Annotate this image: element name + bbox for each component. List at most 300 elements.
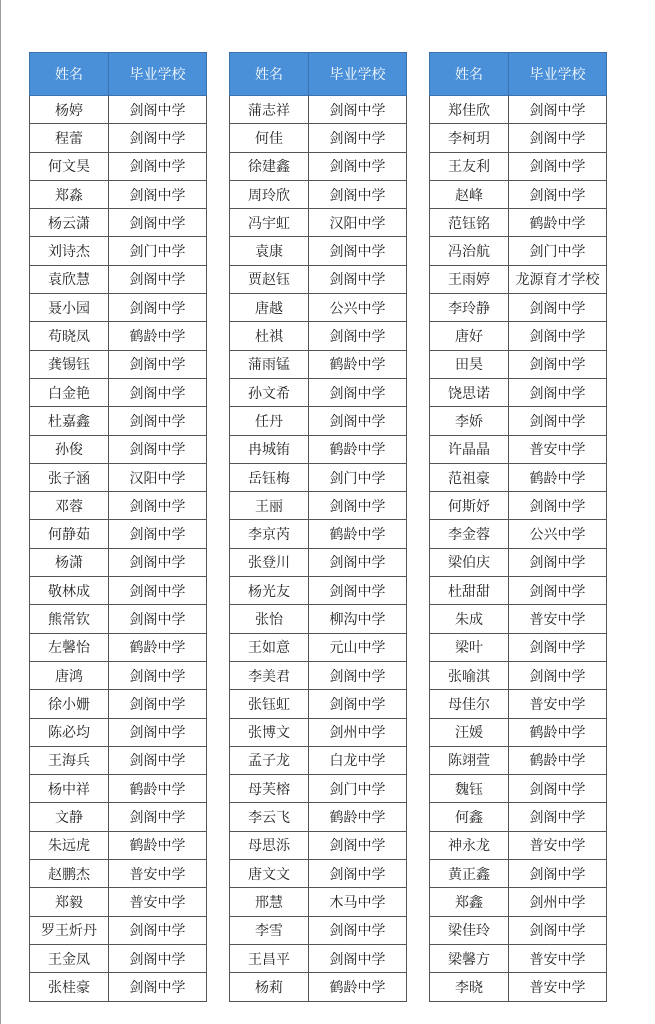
table-row: [430, 860, 607, 888]
school-cell: 剑州中学: [509, 888, 607, 916]
school-cell: 鹤龄中学: [509, 746, 607, 774]
student-name-cell: 邓蓉: [30, 492, 109, 520]
table-row: [30, 633, 207, 661]
school-cell: 鹤龄中学: [509, 209, 607, 237]
school-cell: 鹤龄中学: [309, 435, 407, 463]
school-cell: 公兴中学: [509, 520, 607, 548]
student-name-cell: 冯宇虹: [230, 209, 309, 237]
table-row: [430, 803, 607, 831]
table-row: [230, 378, 407, 406]
table-row: [230, 463, 407, 491]
school-cell: 剑阁中学: [109, 152, 207, 180]
school-cell: 剑阁中学: [509, 407, 607, 435]
student-name-cell: 杜甜甜: [430, 577, 509, 605]
student-name-cell: 孙俊: [30, 435, 109, 463]
school-cell: 剑阁中学: [109, 350, 207, 378]
school-cell: 剑阁中学: [309, 96, 407, 124]
school-cell: 剑阁中学: [309, 577, 407, 605]
table-row: [230, 294, 407, 322]
school-cell: 剑阁中学: [109, 520, 207, 548]
student-name-cell: 蒲志祥: [230, 96, 309, 124]
table-row: [30, 577, 207, 605]
table-row: [230, 577, 407, 605]
table-row: [30, 350, 207, 378]
school-cell: 公兴中学: [309, 294, 407, 322]
student-name-cell: 蒲雨锰: [230, 350, 309, 378]
student-name-cell: 刘诗杰: [30, 237, 109, 265]
table-row: [230, 916, 407, 944]
roster-table-3: [429, 52, 607, 1002]
header-row: [230, 53, 407, 96]
table-row: [30, 378, 207, 406]
student-name-cell: 袁欣慧: [30, 265, 109, 293]
school-cell: 剑阁中学: [509, 180, 607, 208]
student-name-cell: 饶思诺: [430, 378, 509, 406]
roster-table-1: [29, 52, 207, 1002]
school-cell: 鹤龄中学: [309, 973, 407, 1001]
school-cell: 剑阁中学: [509, 775, 607, 803]
student-name-cell: 郑鑫: [430, 888, 509, 916]
student-name-cell: 王友利: [430, 152, 509, 180]
table-row: [30, 690, 207, 718]
school-cell: 元山中学: [309, 633, 407, 661]
student-name-cell: 任丹: [230, 407, 309, 435]
school-cell: 鹤龄中学: [309, 803, 407, 831]
school-cell: 剑门中学: [309, 775, 407, 803]
student-name-cell: 梁佳玲: [430, 916, 509, 944]
table-row: [430, 96, 607, 124]
table-row: [430, 775, 607, 803]
table-row: [430, 548, 607, 576]
student-name-cell: 张子涵: [30, 463, 109, 491]
student-name-cell: 孟子龙: [230, 746, 309, 774]
school-cell: 剑阁中学: [109, 209, 207, 237]
school-cell: 龙源育才学校: [509, 265, 607, 293]
student-name-cell: 徐小姗: [30, 690, 109, 718]
student-name-cell: 张博文: [230, 718, 309, 746]
school-cell: 剑阁中学: [309, 860, 407, 888]
school-cell: 普安中学: [509, 605, 607, 633]
student-name-cell: 杜祺: [230, 322, 309, 350]
student-name-cell: 神永龙: [430, 831, 509, 859]
table-row: [230, 775, 407, 803]
table-row: [30, 746, 207, 774]
table-row: [430, 492, 607, 520]
school-cell: 鹤龄中学: [509, 718, 607, 746]
student-name-cell: 张桂豪: [30, 973, 109, 1001]
student-name-cell: 赵峰: [430, 180, 509, 208]
school-cell: 剑阁中学: [309, 831, 407, 859]
school-cell: 剑阁中学: [109, 96, 207, 124]
student-name-cell: 李美君: [230, 661, 309, 689]
student-name-cell: 黄正鑫: [430, 860, 509, 888]
student-name-cell: 左馨怡: [30, 633, 109, 661]
table-row: [230, 350, 407, 378]
student-name-cell: 何佳: [230, 124, 309, 152]
school-cell: 剑门中学: [309, 463, 407, 491]
school-cell: 剑阁中学: [309, 916, 407, 944]
table-row: [430, 973, 607, 1001]
student-name-cell: 程蕾: [30, 124, 109, 152]
school-cell: 剑阁中学: [509, 96, 607, 124]
school-cell: 剑阁中学: [509, 633, 607, 661]
school-cell: 汉阳中学: [309, 209, 407, 237]
table-row: [30, 973, 207, 1001]
school-cell: 剑阁中学: [109, 407, 207, 435]
student-name-cell: 文静: [30, 803, 109, 831]
student-name-cell: 李云飞: [230, 803, 309, 831]
table-row: [30, 265, 207, 293]
table-row: [230, 605, 407, 633]
table-row: [430, 520, 607, 548]
table-row: [30, 124, 207, 152]
student-name-cell: 冉城铕: [230, 435, 309, 463]
header-school: 毕业学校: [109, 53, 207, 96]
school-cell: 剑阁中学: [509, 661, 607, 689]
table-row: [30, 180, 207, 208]
student-name-cell: 郑毅: [30, 888, 109, 916]
table-row: [430, 124, 607, 152]
table-row: [430, 209, 607, 237]
student-name-cell: 何鑫: [430, 803, 509, 831]
table-row: [30, 775, 207, 803]
school-cell: 鹤龄中学: [109, 831, 207, 859]
table-row: [230, 96, 407, 124]
table-row: [430, 180, 607, 208]
student-name-cell: 李晓: [430, 973, 509, 1001]
student-name-cell: 梁叶: [430, 633, 509, 661]
table-row: [430, 831, 607, 859]
table-row: [230, 237, 407, 265]
table-row: [230, 831, 407, 859]
school-cell: 剑阁中学: [109, 492, 207, 520]
school-cell: 剑阁中学: [309, 661, 407, 689]
school-cell: 剑阁中学: [109, 577, 207, 605]
school-cell: 剑阁中学: [309, 378, 407, 406]
header-name: 姓名: [30, 53, 109, 96]
school-cell: 剑阁中学: [109, 718, 207, 746]
student-name-cell: 熊常钦: [30, 605, 109, 633]
student-name-cell: 白金艳: [30, 378, 109, 406]
school-cell: 剑阁中学: [109, 435, 207, 463]
student-name-cell: 赵鹏杰: [30, 860, 109, 888]
school-cell: 普安中学: [109, 888, 207, 916]
school-cell: 剑阁中学: [109, 916, 207, 944]
table-row: [230, 265, 407, 293]
school-cell: 剑阁中学: [509, 577, 607, 605]
table-row: [30, 435, 207, 463]
school-cell: 鹤龄中学: [109, 322, 207, 350]
student-name-cell: 罗王炘丹: [30, 916, 109, 944]
student-name-cell: 范祖豪: [430, 463, 509, 491]
table-row: [230, 209, 407, 237]
school-cell: 剑门中学: [109, 237, 207, 265]
header-name: 姓名: [230, 53, 309, 96]
table-row: [230, 492, 407, 520]
student-name-cell: 杨婷: [30, 96, 109, 124]
student-name-cell: 邢慧: [230, 888, 309, 916]
table-row: [30, 520, 207, 548]
school-cell: 剑阁中学: [509, 322, 607, 350]
student-name-cell: 龚锡钰: [30, 350, 109, 378]
student-name-cell: 唐鸿: [30, 661, 109, 689]
student-name-cell: 范钰铭: [430, 209, 509, 237]
table-row: [430, 944, 607, 972]
school-cell: 白龙中学: [309, 746, 407, 774]
table-row: [230, 322, 407, 350]
school-cell: 剑阁中学: [309, 944, 407, 972]
student-name-cell: 母思泺: [230, 831, 309, 859]
table-row: [230, 746, 407, 774]
school-cell: 剑阁中学: [309, 124, 407, 152]
table-row: [430, 350, 607, 378]
school-cell: 剑阁中学: [109, 124, 207, 152]
table-row: [230, 520, 407, 548]
table-row: [230, 180, 407, 208]
table-row: [30, 831, 207, 859]
header-row: [430, 53, 607, 96]
school-cell: 剑阁中学: [109, 803, 207, 831]
student-name-cell: 何静茹: [30, 520, 109, 548]
table-row: [230, 661, 407, 689]
table-row: [30, 888, 207, 916]
student-name-cell: 敬林成: [30, 577, 109, 605]
table-body: [430, 96, 607, 1002]
table-row: [430, 888, 607, 916]
table-row: [230, 548, 407, 576]
table-row: [230, 690, 407, 718]
table-row: [230, 860, 407, 888]
table-row: [30, 916, 207, 944]
school-cell: 剑阁中学: [109, 973, 207, 1001]
student-name-cell: 梁伯庆: [430, 548, 509, 576]
student-name-cell: 杨云潇: [30, 209, 109, 237]
school-cell: 普安中学: [109, 860, 207, 888]
school-cell: 鹤龄中学: [309, 350, 407, 378]
school-cell: 鹤龄中学: [509, 463, 607, 491]
table-row: [30, 944, 207, 972]
table-row: [30, 407, 207, 435]
table-row: [430, 605, 607, 633]
school-cell: 剑阁中学: [309, 690, 407, 718]
student-name-cell: 王昌平: [230, 944, 309, 972]
student-name-cell: 唐好: [430, 322, 509, 350]
student-name-cell: 孙文希: [230, 378, 309, 406]
student-name-cell: 张喻淇: [430, 661, 509, 689]
school-cell: 普安中学: [509, 944, 607, 972]
table-row: [30, 463, 207, 491]
student-name-cell: 朱远虎: [30, 831, 109, 859]
school-cell: 普安中学: [509, 973, 607, 1001]
page-left-edge: [0, 0, 1, 1024]
student-name-cell: 冯治航: [430, 237, 509, 265]
school-cell: 剑阁中学: [109, 548, 207, 576]
table-row: [430, 322, 607, 350]
school-cell: 剑阁中学: [109, 265, 207, 293]
student-name-cell: 袁康: [230, 237, 309, 265]
table-row: [30, 605, 207, 633]
student-name-cell: 贾赵钰: [230, 265, 309, 293]
table-row: [30, 860, 207, 888]
school-cell: 剑阁中学: [509, 378, 607, 406]
table-row: [230, 718, 407, 746]
student-name-cell: 周玲欣: [230, 180, 309, 208]
table-row: [30, 294, 207, 322]
student-name-cell: 田昊: [430, 350, 509, 378]
table-row: [30, 209, 207, 237]
school-cell: 剑阁中学: [109, 378, 207, 406]
student-name-cell: 杨莉: [230, 973, 309, 1001]
school-cell: 剑阁中学: [109, 605, 207, 633]
student-name-cell: 梁馨方: [430, 944, 509, 972]
table-row: [430, 690, 607, 718]
school-cell: 剑阁中学: [109, 746, 207, 774]
student-name-cell: 朱成: [430, 605, 509, 633]
school-cell: 剑阁中学: [509, 860, 607, 888]
student-name-cell: 母芙榕: [230, 775, 309, 803]
table-row: [430, 916, 607, 944]
roster-table-2: [229, 52, 407, 1002]
school-cell: 鹤龄中学: [309, 520, 407, 548]
student-name-cell: 张怡: [230, 605, 309, 633]
table-row: [30, 661, 207, 689]
table-row: [430, 577, 607, 605]
school-cell: 剑阁中学: [309, 492, 407, 520]
school-cell: 剑州中学: [309, 718, 407, 746]
table-row: [430, 265, 607, 293]
student-name-cell: 陈翊萱: [430, 746, 509, 774]
student-name-cell: 岳钰梅: [230, 463, 309, 491]
school-cell: 剑阁中学: [309, 407, 407, 435]
table-row: [30, 237, 207, 265]
school-cell: 剑阁中学: [309, 152, 407, 180]
table-row: [430, 237, 607, 265]
student-name-cell: 何斯妤: [430, 492, 509, 520]
school-cell: 鹤龄中学: [109, 633, 207, 661]
school-cell: 剑阁中学: [109, 180, 207, 208]
student-name-cell: 陈必均: [30, 718, 109, 746]
school-cell: 剑阁中学: [509, 124, 607, 152]
student-name-cell: 张钰虹: [230, 690, 309, 718]
student-name-cell: 母佳尔: [430, 690, 509, 718]
student-name-cell: 郑淼: [30, 180, 109, 208]
table-row: [430, 633, 607, 661]
student-name-cell: 李雪: [230, 916, 309, 944]
table-row: [430, 463, 607, 491]
table-row: [230, 888, 407, 916]
header-row: [30, 53, 207, 96]
student-name-cell: 杨中祥: [30, 775, 109, 803]
student-name-cell: 王海兵: [30, 746, 109, 774]
student-name-cell: 李京芮: [230, 520, 309, 548]
table-row: [30, 152, 207, 180]
student-name-cell: 杜嘉鑫: [30, 407, 109, 435]
school-cell: 剑阁中学: [509, 294, 607, 322]
student-name-cell: 魏钰: [430, 775, 509, 803]
header-school: 毕业学校: [309, 53, 407, 96]
student-name-cell: 张登川: [230, 548, 309, 576]
student-name-cell: 郑佳欣: [430, 96, 509, 124]
table-row: [430, 378, 607, 406]
table-row: [230, 803, 407, 831]
school-cell: 剑阁中学: [109, 294, 207, 322]
student-name-cell: 王金凤: [30, 944, 109, 972]
student-name-cell: 李玲静: [430, 294, 509, 322]
student-name-cell: 李金蓉: [430, 520, 509, 548]
school-cell: 剑阁中学: [509, 548, 607, 576]
table-row: [30, 548, 207, 576]
table-body: [30, 96, 207, 1002]
table-row: [430, 435, 607, 463]
table-row: [230, 152, 407, 180]
student-name-cell: 李柯玥: [430, 124, 509, 152]
school-cell: 剑阁中学: [509, 916, 607, 944]
school-cell: 剑阁中学: [309, 322, 407, 350]
school-cell: 剑阁中学: [309, 180, 407, 208]
student-name-cell: 唐越: [230, 294, 309, 322]
school-cell: 剑阁中学: [309, 548, 407, 576]
table-row: [30, 96, 207, 124]
student-name-cell: 李娇: [430, 407, 509, 435]
table-body: [230, 96, 407, 1002]
student-name-cell: 聂小园: [30, 294, 109, 322]
table-row: [230, 633, 407, 661]
student-name-cell: 徐建鑫: [230, 152, 309, 180]
table-row: [430, 294, 607, 322]
student-name-cell: 唐文文: [230, 860, 309, 888]
student-name-cell: 王雨婷: [430, 265, 509, 293]
student-name-cell: 许晶晶: [430, 435, 509, 463]
school-cell: 剑阁中学: [109, 690, 207, 718]
header-school: 毕业学校: [509, 53, 607, 96]
student-name-cell: 汪媛: [430, 718, 509, 746]
table-row: [230, 973, 407, 1001]
table-row: [430, 661, 607, 689]
school-cell: 剑阁中学: [109, 944, 207, 972]
school-cell: 剑门中学: [509, 237, 607, 265]
table-row: [430, 407, 607, 435]
table-row: [430, 152, 607, 180]
school-cell: 剑阁中学: [509, 152, 607, 180]
table-row: [230, 124, 407, 152]
school-cell: 剑阁中学: [509, 350, 607, 378]
table-row: [30, 322, 207, 350]
table-row: [30, 803, 207, 831]
student-name-cell: 王丽: [230, 492, 309, 520]
table-row: [230, 944, 407, 972]
table-row: [30, 492, 207, 520]
school-cell: 剑阁中学: [309, 265, 407, 293]
header-name: 姓名: [430, 53, 509, 96]
school-cell: 柳沟中学: [309, 605, 407, 633]
school-cell: 剑阁中学: [309, 237, 407, 265]
school-cell: 普安中学: [509, 831, 607, 859]
student-name-cell: 苟晓凤: [30, 322, 109, 350]
school-cell: 剑阁中学: [509, 803, 607, 831]
student-name-cell: 杨潇: [30, 548, 109, 576]
student-name-cell: 杨光友: [230, 577, 309, 605]
school-cell: 木马中学: [309, 888, 407, 916]
school-cell: 剑阁中学: [109, 661, 207, 689]
school-cell: 汉阳中学: [109, 463, 207, 491]
school-cell: 剑阁中学: [509, 492, 607, 520]
student-name-cell: 何文昊: [30, 152, 109, 180]
table-row: [430, 746, 607, 774]
school-cell: 普安中学: [509, 435, 607, 463]
table-row: [430, 718, 607, 746]
table-row: [230, 435, 407, 463]
school-cell: 普安中学: [509, 690, 607, 718]
